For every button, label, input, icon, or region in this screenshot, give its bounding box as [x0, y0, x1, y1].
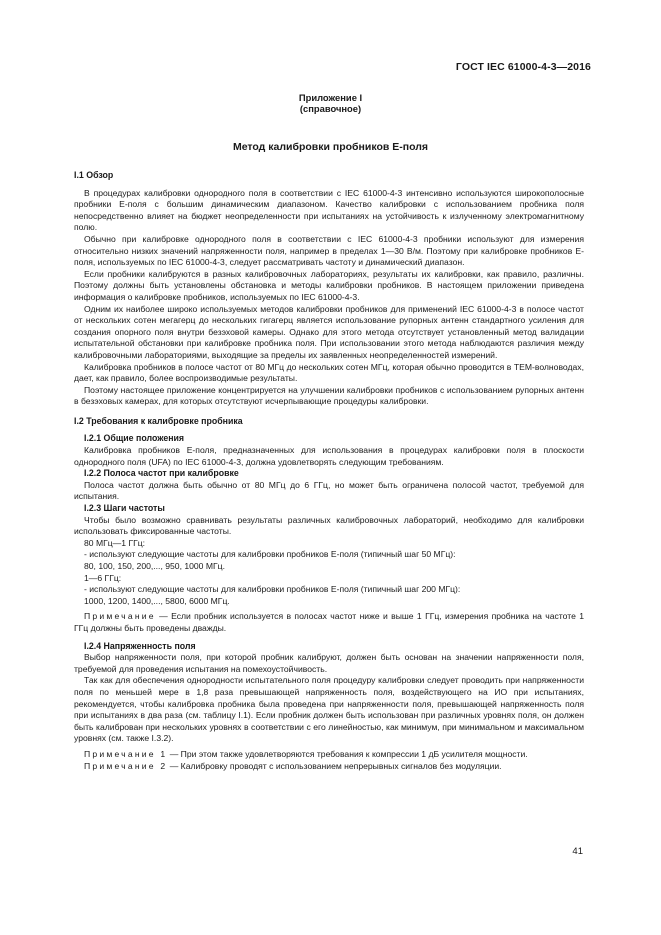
paragraph: В процедурах калибровки однородного поля в соответствии с IEC 61000-4-3 интенсивно используются широкополосные пробники E-поля с большим динамическим диапазоном. Качество калибровки с использованием пробника поля непосредственно влияет на бюджет неопределенности при испытаниях на устойчивость к излученному электромагнитному полю.: [74, 187, 584, 233]
note: [74, 749, 584, 761]
note-text: — Если пробник используется в полосах частот ниже и выше 1 ГГц, измерения пробника на частоте 1 ГГц должны быть проведены дважды.: [74, 611, 584, 633]
frequency-step-line: - используют следующие частоты для калибровки пробников E-поля (типичный шаг 200 МГц):: [84, 584, 461, 595]
subsection-heading-i22: I.2.2 Полоса частот при калибровке: [84, 468, 239, 479]
subsection-heading-i23: I.2.3 Шаги частоты: [84, 503, 165, 514]
page-number: 41: [572, 846, 583, 857]
section-heading-i1: I.1 Обзор: [74, 170, 114, 180]
note-text: — При этом также удовлетворяются требования к компрессии 1 дБ усилителя мощности.: [167, 748, 528, 759]
paragraph: Так как для обеспечения однородности испытательного поля процедуру калибровки следует проводить при напряженности поля по меньшей мере в 1,8 раза превышающей напряженность поля, воздействующего на ИО при испытаниях, рекомендуется, чтобы калибровка пробника была проведена при напряженности поля, превышающей напряженность поля при испытаниях в два раза (см. таблицу I.1). Если пробник должен быть использован при различных уровнях поля, он должен быть калиброван при нескольких уровнях в соответствии с его линейностью, как минимум, при минимальном и максимальном уровнях (см. также I.3.2).: [74, 675, 584, 744]
document-title: Метод калибровки пробников E-поля: [232, 141, 429, 153]
subsection-heading-i24: I.2.4 Напряженность поля: [84, 640, 196, 651]
paragraph: Обычно при калибровке однородного поля в соответствии с IEC 61000-4-3 пробники используют для измерения относительно низких значений напряженности поля, например в пределах 1—30 В/м. Поэтому при калибровке пробников E-поля, используемых по IEC 61000-4-3, следует рассматривать частоту и динамический диапазон.: [74, 233, 584, 268]
paragraph: Калибровка пробников в полосе частот от 80 МГц до нескольких сотен МГц, которая обычно проводится в ТЕМ-волноводах, дает, как правило, более воспроизводимые результаты.: [74, 361, 584, 384]
paragraph: Одним их наиболее широко используемых методов калибровки пробников для применений IEC 61000-4-3 в полосе частот от нескольких сотен мегагерц до нескольких гигагерц является использование рупорных антенн стандартного усиления для создания опорного поля внутри безэховой камеры. Однако для этого метода отсутствует установленный метод валидации испытательной обстановки при калибровке пробника поля. При использовании этого метода наблюдаются различия между калибровочными лабораториями, выходящие за пределы их заявленных неопределенностей измерений.: [74, 303, 584, 360]
standard-designation: ГОСТ IEC 61000-4-3—2016: [455, 61, 591, 73]
frequency-step-line: - используют следующие частоты для калибровки пробников E-поля (типичный шаг 50 МГц):: [84, 549, 456, 560]
note-label: Примечание 1: [84, 748, 168, 759]
document-body: [74, 170, 584, 772]
annex-kind: (справочное): [299, 103, 362, 114]
frequency-range-line: 80 МГц—1 ГГц:: [84, 537, 146, 548]
note-label: Примечание: [84, 611, 156, 622]
paragraph: Если пробники калибруются в разных калибровочных лабораториях, результаты их калибровки, как правило, различны. Поэтому должны быть установлены обстановка и методы калибровки пробников. В настоящем приложении приведена информация о калибровке пробников, используемых по IEC 61000-4-3.: [74, 268, 584, 302]
paragraph: Выбор напряженности поля, при которой пробник калибруют, должен быть основан на значении напряженности поля, требуемой для проведения испытания на помехоустойчивость.: [74, 652, 584, 674]
paragraph: Полоса частот должна быть обычно от 80 МГц до 6 ГГц, но может быть ограничена полосой частот, требуемой для испытания.: [74, 479, 584, 502]
paragraph: Поэтому настоящее приложение концентрируется на улучшении калибровки пробников с использованием рупорных антенн в безэховых камерах, для которых отсутствуют исчерпывающие процедуры калибровки.: [74, 384, 584, 407]
note-label: Примечание 2: [84, 760, 168, 771]
note-text: — Калибровку проводят с использованием непрерывных сигналов без модуляции.: [167, 760, 502, 771]
paragraph: Калибровка пробников E-поля, предназначенных для использования в процедурах калибровки поля в плоскости однородного поля (UFA) по IEC 61000-4-3, должна удовлетворять следующим требованиям.: [74, 445, 584, 467]
frequency-range-line: 1—6 ГГц:: [84, 572, 122, 583]
subsection-heading-i21: I.2.1 Общие положения: [84, 433, 185, 444]
note: [74, 611, 584, 634]
section-heading-i2: I.2 Требования к калибровке пробника: [74, 415, 243, 426]
frequency-list-line: 1000, 1200, 1400,..., 5800, 6000 МГц.: [84, 595, 230, 606]
annex-title: Приложение I: [298, 92, 363, 103]
note: [74, 761, 584, 773]
frequency-list-line: 80, 100, 150, 200,..., 950, 1000 МГц.: [84, 561, 225, 571]
paragraph: Чтобы было возможно сравнивать результаты различных калибровочных лабораторий, необходимо для калибровки использовать фиксированные частоты.: [74, 514, 584, 537]
